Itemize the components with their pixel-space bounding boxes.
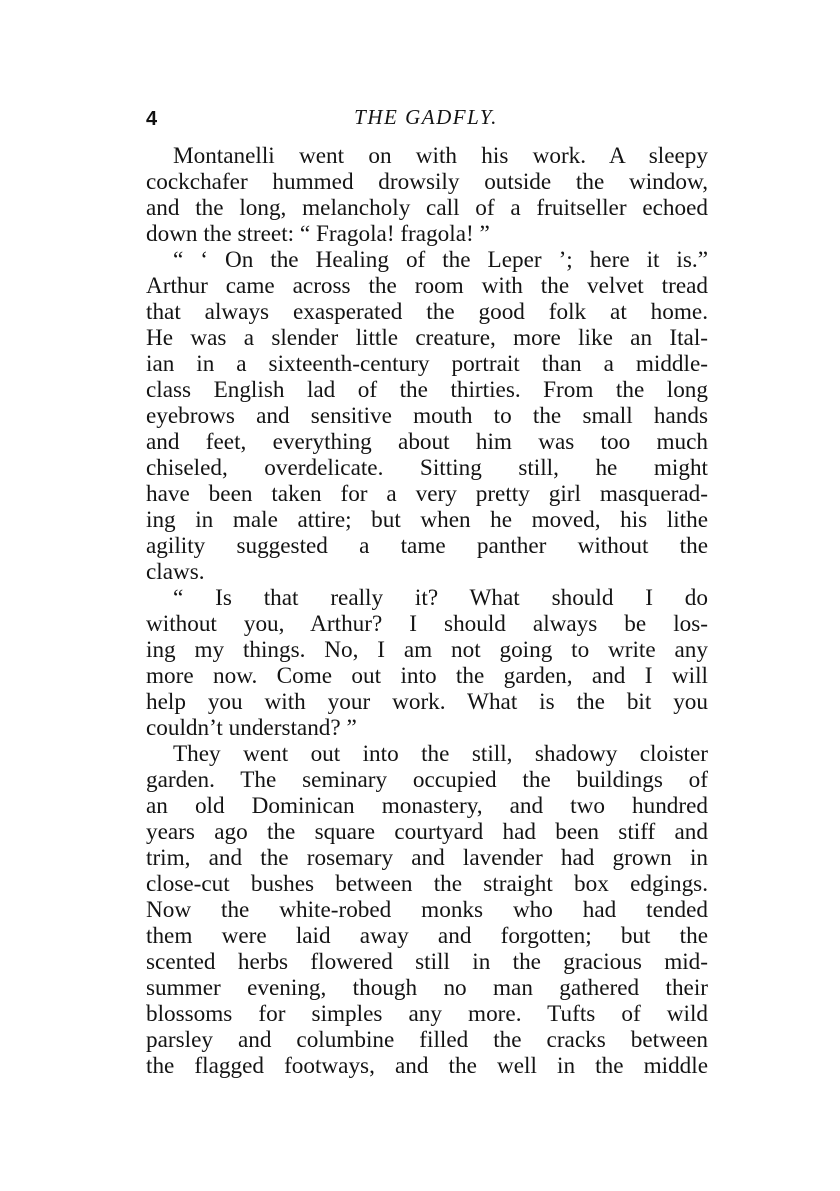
text-line: help you with your work. What is the bit you	[146, 689, 708, 715]
text-line: ing in male attire; but when he moved, his lithe	[146, 507, 708, 533]
text-line: couldn’t understand? ”	[146, 715, 357, 741]
text-line: the flagged footways, and the well in the middle	[146, 1053, 708, 1079]
text-line: eyebrows and sensitive mouth to the small hands	[146, 403, 708, 429]
body-text	[146, 143, 708, 1079]
text-line: and the long, melancholy call of a fruitseller echoed	[146, 195, 708, 221]
text-line: and feet, everything about him was too much	[146, 429, 708, 455]
text-line: He was a slender little creature, more like an Ital-	[146, 325, 708, 351]
text-line: without you, Arthur? I should always be los-	[146, 611, 708, 637]
text-line: garden. The seminary occupied the buildings of	[146, 767, 708, 793]
text-line: Montanelli went on with his work. A sleepy	[173, 143, 708, 169]
text-line: scented herbs flowered still in the gracious mid-	[146, 949, 708, 975]
text-line: close-cut bushes between the straight box edgings.	[146, 871, 708, 897]
text-line: “ ‘ On the Healing of the Leper ’; here it is.”	[173, 247, 708, 273]
running-title: THE GADFLY.	[354, 105, 498, 129]
text-line: claws.	[146, 559, 205, 585]
text-line: ing my things. No, I am not going to write any	[146, 637, 708, 663]
text-line: cockchafer hummed drowsily outside the window,	[146, 169, 708, 195]
text-line: chiseled, overdelicate. Sitting still, he might	[146, 455, 708, 481]
text-line: summer evening, though no man gathered their	[146, 975, 708, 1001]
text-line: class English lad of the thirties. From the long	[146, 377, 708, 403]
text-line: an old Dominican monastery, and two hundred	[146, 793, 708, 819]
page-number: 4	[146, 108, 158, 130]
text-line: have been taken for a very pretty girl masquerad-	[146, 481, 708, 507]
text-line: more now. Come out into the garden, and I will	[146, 663, 708, 689]
text-line: ian in a sixteenth-century portrait than a middle-	[146, 351, 708, 377]
text-line: years ago the square courtyard had been stiff and	[146, 819, 708, 845]
text-line: Now the white-robed monks who had tended	[146, 897, 708, 923]
text-line: They went out into the still, shadowy cloister	[173, 741, 708, 767]
text-line: that always exasperated the good folk at home.	[146, 299, 708, 325]
text-line: parsley and columbine filled the cracks between	[146, 1027, 708, 1053]
text-line: “ Is that really it? What should I do	[173, 585, 708, 611]
text-line: them were laid away and forgotten; but the	[146, 923, 708, 949]
text-line: blossoms for simples any more. Tufts of wild	[146, 1001, 708, 1027]
text-line: agility suggested a tame panther without the	[146, 533, 708, 559]
text-line: Arthur came across the room with the velvet tread	[146, 273, 708, 299]
text-line: down the street: “ Fragola! fragola! ”	[146, 221, 490, 247]
text-line: trim, and the rosemary and lavender had grown in	[146, 845, 708, 871]
